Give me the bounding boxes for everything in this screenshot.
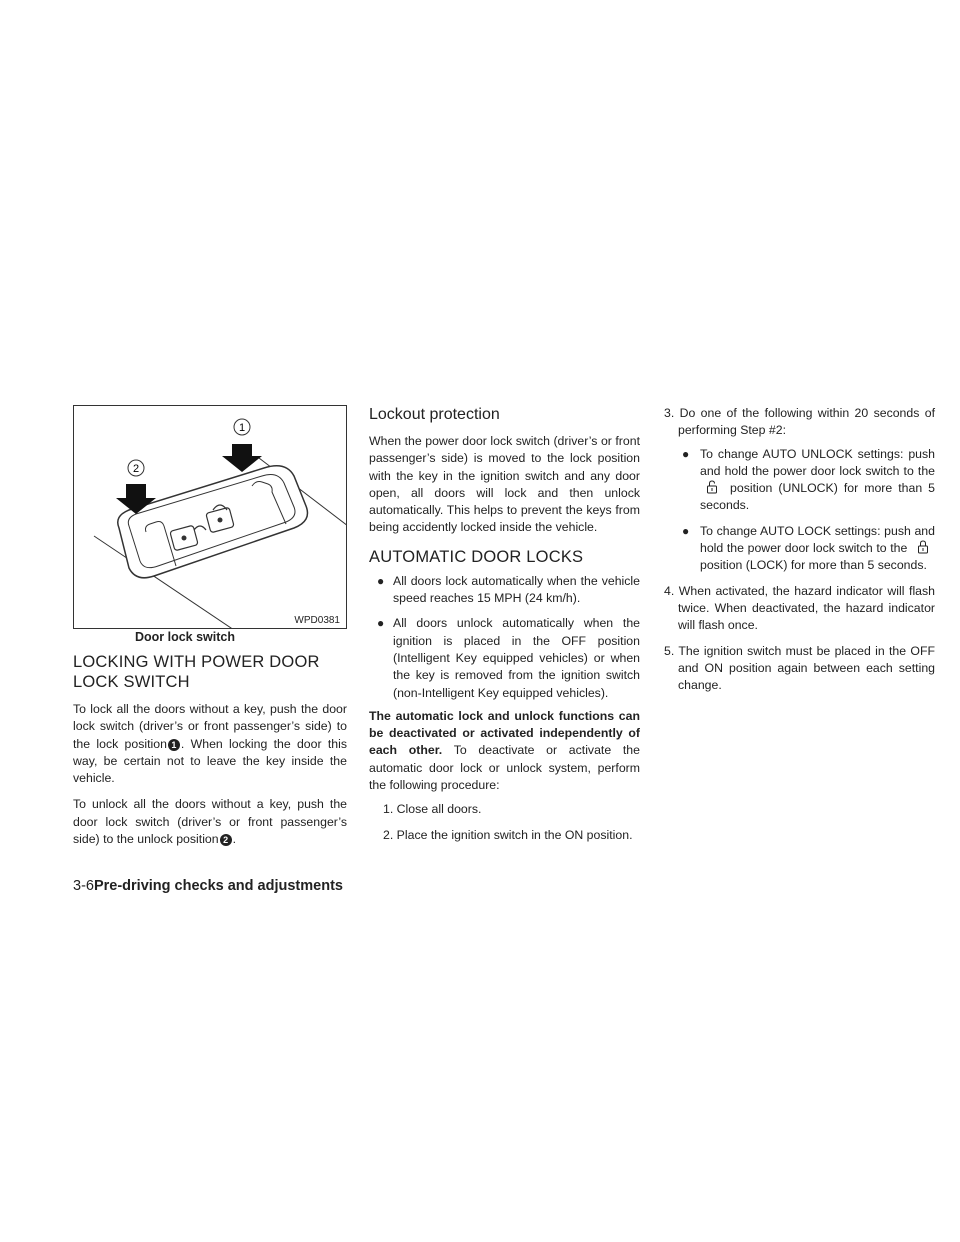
auto-locks-bullets (369, 573, 640, 702)
door-lock-switch-figure (73, 405, 347, 629)
callout-2-label: 2 (132, 463, 140, 475)
locking-heading-line2: LOCK SWITCH (73, 673, 190, 691)
bold-lead: The automatic lock and unlock functions can be deactivated or activated independently of each other. (369, 708, 640, 758)
bullet-icon: ● (377, 616, 385, 631)
page-footer (73, 878, 343, 894)
locking-p1-text-after: . When locking the door this way, be certain not to leave the key inside the vehicle. (73, 736, 347, 786)
step-1: 1. Close all doors. (383, 802, 482, 817)
sub2-text: To change AUTO LOCK settings: push and hold the power door lock switch to the (700, 523, 935, 556)
lock-icon (911, 540, 935, 554)
column-2 (369, 405, 640, 844)
column-1 (73, 405, 347, 848)
figure-caption: Door lock switch (134, 630, 236, 644)
arrow-1-icon (222, 444, 262, 472)
list-item (369, 615, 640, 701)
bullet-icon: ● (682, 446, 690, 461)
step-4: 4. When activated, the hazard indicator will flash twice. When deactivated, the hazard indicator will flash once. (664, 583, 935, 633)
locking-heading (73, 652, 347, 692)
bullet-text: All doors lock automatically when the vehicle speed reaches 15 MPH (24 km/h). (393, 573, 640, 606)
auto-locks-procedure-intro (369, 708, 640, 794)
unlock-position-marker: 2 (220, 834, 232, 846)
chapter-title: Pre-driving checks and adjustments (93, 878, 343, 894)
page-number: 3-6 (73, 878, 94, 894)
unlock-icon (700, 480, 724, 494)
lockout-heading: Lockout protection (369, 406, 500, 423)
auto-locks-heading: AUTOMATIC DOOR LOCKS (369, 547, 584, 566)
locking-p2-text-after: . (232, 832, 237, 847)
locking-paragraph-2 (73, 796, 347, 848)
step-3-options (664, 446, 935, 575)
sub1-text-after: position (UNLOCK) for more than 5 seconds. (700, 481, 936, 513)
callout-1-label: 1 (238, 422, 246, 434)
step-5: 5. The ignition switch must be placed in the OFF and ON position again between each setting change. (664, 643, 935, 693)
bullet-text: All doors unlock automatically when the ignition is placed in the OFF position (Intelligent Key equipped vehicles) or when the key is removed from the ignition switch (non-Intelligent Key equipped vehicles). (393, 616, 640, 700)
figure-code: WPD0381 (294, 615, 340, 626)
locking-p1-text: To lock all the doors without a key, push the door lock switch (driver’s or front passenger’s side) to the lock position (73, 702, 347, 751)
locking-paragraph-1 (73, 701, 347, 787)
door-lock-switch-illustration (74, 406, 347, 629)
list-item (664, 446, 935, 515)
step-3: 3. Do one of the following within 20 seconds of performing Step #2: (664, 406, 935, 438)
column-3 (664, 405, 935, 694)
lockout-text: When the power door lock switch (driver’s or front passenger’s side) is moved to the lock position with the key in the ignition switch and any door open, all doors will lock and then unlock automatically. This helps to prevent the keys from being accidently locked inside the vehicle. (369, 434, 640, 535)
bullet-icon: ● (682, 523, 690, 538)
locking-p2-text: To unlock all the doors without a key, push the door lock switch (driver’s or front passenger’s side) to the unlock position (73, 797, 347, 847)
lock-position-marker: 1 (168, 739, 180, 751)
locking-heading-line1: LOCKING WITH POWER DOOR (73, 653, 320, 671)
procedure-intro-text: To deactivate or activate the automatic door lock or unlock system, perform the following procedure: (369, 743, 640, 793)
list-item (369, 573, 640, 608)
sub2-text-after: position (LOCK) for more than 5 seconds. (700, 558, 927, 573)
step-2: 2. Place the ignition switch in the ON position. (383, 827, 633, 842)
sub1-text: To change AUTO UNLOCK settings: push and hold the power door lock switch to the (700, 446, 935, 478)
bullet-icon: ● (377, 573, 385, 588)
list-item (664, 523, 935, 575)
